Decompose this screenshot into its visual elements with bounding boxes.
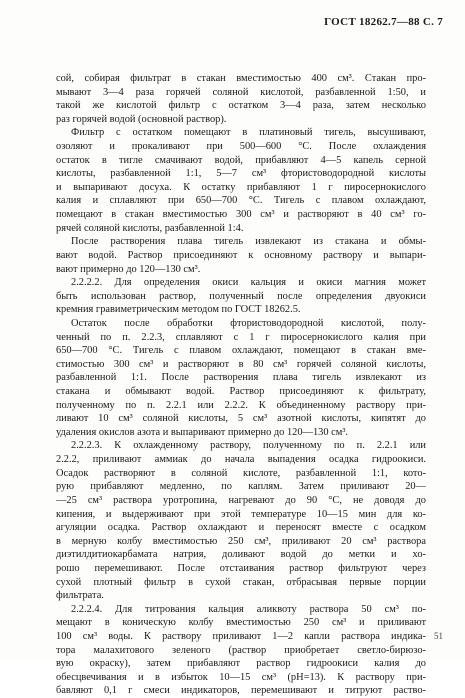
text-line: стакана и обмывают водой. Раствор присоединяют к фильтрату, xyxy=(56,386,426,398)
text-line: сухой плотный фильтр в сухой стакан, отбрасывая первые порции xyxy=(56,576,426,588)
text-line: бавляют 0,1 г смеси индикаторов, перемешивают и титруют раство- xyxy=(56,685,426,697)
text-line: вую окраску), затем прибавляют раствор гидроокиси калия до xyxy=(56,658,426,670)
text-line: агуляции осадка. Раствор охлаждают и переносят вместе с осадком xyxy=(56,522,426,534)
text-line: тора малахитового зеленого (раствор приобретает светло-бирюзо- xyxy=(56,644,426,656)
text-line: 2.2.2.4. Для титрования кальция аликвоту раствора 50 см³ по- xyxy=(71,603,426,615)
text-line: озоляют и прокаливают при 500—600 °С. После охлаждения xyxy=(56,141,426,153)
text-line: рую прибавляют медленно, по каплям. Затем приливают 20— xyxy=(56,481,426,493)
text-line: Остаток после обработки фтористоводородной кислотой, полу- xyxy=(71,317,426,329)
text-line: вают водой. Раствор присоединяют к основному раствору и выпари- xyxy=(56,249,426,261)
text-line: кислоты, разбавленной 1:1, 5—7 см³ фтористоводородной кислоты xyxy=(56,168,426,180)
page-number: 51 xyxy=(434,631,443,641)
text-line: в мерную колбу вместимостью 250 см³, приливают 20 см³ раствора xyxy=(56,535,426,547)
text-line: мывают 3—4 раза горячей соляной кислотой, разбавленной 1:50, и xyxy=(56,86,426,98)
text-line: Осадок растворяют в соляной кислоте, разбавленной 1:1, кото- xyxy=(56,467,426,479)
text-line: рошо перемешивают. После отстаивания раствор фильтруют через xyxy=(56,562,426,574)
text-line: такой же кислотой фильтр с остатком 3—4 раза, затем несколько xyxy=(56,100,426,112)
text-line: полученному по п. 2.2.1 или 2.2.2. К объединенному раствору при- xyxy=(56,399,426,411)
text-line: раз горячей водой (основной раствор). xyxy=(56,113,227,125)
text-line: калия и сплавляют при 650—700 °С. Тигель с плавом охлаждают, xyxy=(56,195,426,207)
text-line: обесцвечивания и в избыток 10—15 см³ (pH=13). К раствору при- xyxy=(56,671,426,683)
text-line: быть использован раствор, полученный после определения двуокиси xyxy=(56,290,426,302)
text-line: вают примерно до 120—130 см³. xyxy=(56,263,201,275)
text-line: 650—700 °С. Тигель с плавом охлаждают, помещают в стакан вме- xyxy=(56,345,426,357)
text-line: мещают в коническую колбу вместимостью 250 см³ и приливают xyxy=(56,617,426,629)
document-body xyxy=(56,72,426,698)
text-line: стимостью 300 см³ и растворяют в 80 см³ горячей соляной кислоты, xyxy=(56,358,426,370)
text-line: 2.2.2.2. Для определения окиси кальция и окиси магния может xyxy=(71,277,426,289)
page-header: ГОСТ 18262.7—88 С. 7 xyxy=(324,16,443,28)
text-line: фильтрата. xyxy=(56,590,104,602)
text-line: помещают в стакан вместимостью 300 см³ и растворяют в 40 см³ го- xyxy=(56,209,426,221)
text-line: ливают 10 см³ соляной кислоты, 5 см³ азотной кислоты, кипятят до xyxy=(56,413,426,425)
text-line: удаления окислов азота и выпаривают примерно до 120—130 см³. xyxy=(56,426,349,438)
text-line: После растворения плава тигель извлекают из стакана и обмы- xyxy=(71,236,426,248)
text-line: 100 см³ воды. К раствору приливают 1—2 капли раствора индика- xyxy=(56,630,426,642)
text-line: рячей соляной кислоты, разбавленной 1:4. xyxy=(56,222,244,234)
text-line: 2.2.2, приливают аммиак до начала выпадения осадка гидроокиси. xyxy=(56,454,426,466)
text-line: и выпаривают досуха. К остатку прибавляют 1 г пиросернокислого xyxy=(56,181,426,193)
text-line: ченный по п. 2.2.3, сплавляют с 1 г пиросернокислого калия при xyxy=(56,331,426,343)
text-line: разбавленной 1:1. После растворения плава тигель извлекают из xyxy=(56,372,426,384)
text-line: сой, собирая фильтрат в стакан вместимостью 400 см³. Стакан про- xyxy=(56,73,426,84)
text-line: кипения, и выдерживают при этой температуре 10—15 мин для ко- xyxy=(56,508,426,520)
text-line: —25 см³ раствора уротропина, нагревают до 90 °С, не доводя до xyxy=(56,494,426,506)
text-line: 2.2.2.3. К охлажденному раствору, полученному по п. 2.2.1 или xyxy=(71,440,426,452)
text-line: диэтилдитиокарбамата натрия, доливают водой до метки и хо- xyxy=(56,549,426,561)
text-line: кремния гравиметрическим методом по ГОСТ 18262.5. xyxy=(56,304,301,316)
text-line: Фильтр с остатком помещают в платиновый тигель, высушивают, xyxy=(71,127,426,139)
text-line: остаток в тигле смачивают водой, прибавляют 4—5 капель серной xyxy=(56,154,426,166)
